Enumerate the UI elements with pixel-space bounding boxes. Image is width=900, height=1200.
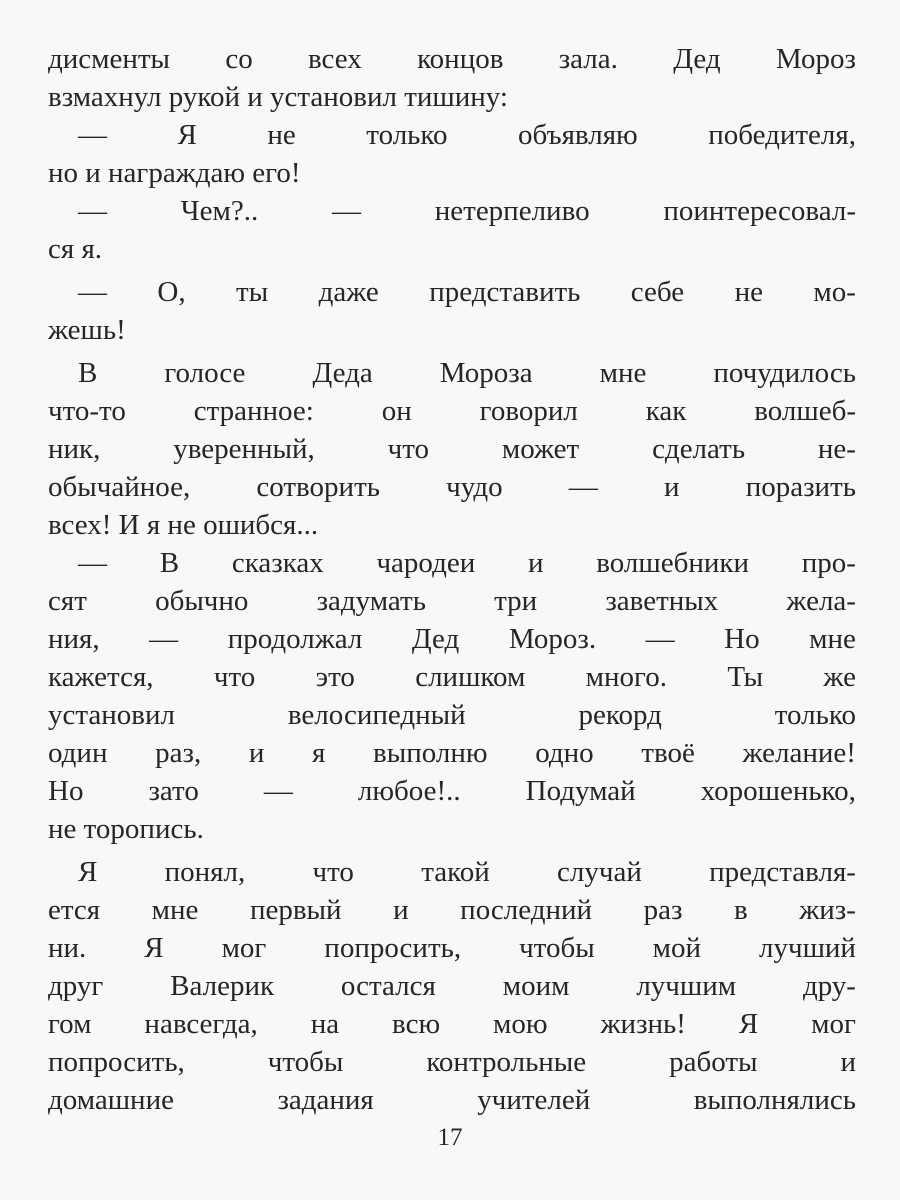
text-line [48,1005,856,1043]
text-line [48,468,856,506]
word: Я [144,932,164,964]
text-line: не торопись. [48,813,204,845]
word: сделать [652,433,746,465]
word: чудо [446,471,503,503]
word: рекорд [578,699,662,731]
word: мог [811,1008,856,1040]
text-line: но и награждаю его! [48,157,301,189]
word: же [823,661,856,693]
word: мою [493,1008,548,1040]
word: жела- [786,585,856,617]
word: понял, [164,856,246,888]
word: желание! [742,737,856,769]
word: раз, [155,737,202,769]
word: Ты [727,661,764,693]
word: Дед [411,623,460,655]
word: может [501,433,580,465]
word: концов [417,43,504,75]
word: Деда [312,357,373,389]
text-line [48,929,856,967]
word: представля- [709,856,856,888]
word: лучшим [636,970,737,1002]
word: и [248,737,265,769]
text-line [48,430,856,468]
text-line [48,582,856,620]
word: последний [460,894,593,926]
word: гом [48,1008,92,1040]
word: не [267,119,296,151]
word: дисменты [48,43,171,75]
word: домашние [48,1084,174,1116]
word: попросить, [48,1046,185,1078]
word: ни. [48,932,87,964]
word: обычайное, [48,471,191,503]
word: Я [78,856,98,888]
word: и [528,547,544,579]
word: уверенный, [173,433,315,465]
word: чтобы [519,932,595,964]
word: на [310,1008,340,1040]
word: три [494,585,538,617]
word: в [733,894,748,926]
text-line [48,853,856,891]
word: Я [177,119,197,151]
word: мог [221,932,267,964]
word: учителей [477,1084,591,1116]
word: задумать [316,585,426,617]
word: себе [630,276,685,308]
word: В [78,357,98,389]
word: представить [429,276,581,308]
word: он [381,395,412,427]
text-line: жешь! [48,314,126,346]
word: объявляю [518,119,638,151]
word: что [213,661,256,693]
text-line [48,273,856,311]
word: случай [557,856,642,888]
word: нетерпеливо [434,195,590,227]
text-line [48,354,856,392]
word: обычно [155,585,249,617]
word: — [149,623,179,655]
word: и [840,1046,856,1078]
word: победителя, [708,119,856,151]
word: друг [48,970,104,1002]
text-line [48,620,856,658]
word: голосе [164,357,246,389]
word: только [366,119,448,151]
word: раз [643,894,683,926]
word: одно [535,737,594,769]
word: установил [48,699,175,731]
word: ется [48,894,101,926]
text-line [48,772,856,810]
word: О, [157,276,186,308]
text-line [48,967,856,1005]
word: сят [48,585,87,617]
text-line [48,116,856,154]
word: велосипедный [287,699,466,731]
word: Валерик [170,970,275,1002]
word: навсегда, [144,1008,258,1040]
word: попросить, [324,932,462,964]
word: мой [652,932,702,964]
text-line: взмахнул рукой и установил тишину: [48,81,508,113]
word: говорил [479,395,578,427]
word: даже [318,276,379,308]
word: всю [392,1008,441,1040]
word: — [78,119,107,151]
text-line [48,544,856,582]
word: Но [48,775,84,807]
word: мо- [813,276,856,308]
word: и [393,894,409,926]
word: волшебники [596,547,749,579]
word: не- [817,433,856,465]
word: поразить [745,471,856,503]
word: дру- [802,970,856,1002]
word: моим [502,970,570,1002]
text-line [48,734,856,772]
word: странное: [193,395,314,427]
word: и [664,471,680,503]
word: В [159,547,180,579]
text-line [48,658,856,696]
text-line [48,891,856,929]
word: поинтересовал- [663,195,856,227]
word: мне [809,623,856,655]
word: жизнь! [600,1008,686,1040]
word: — [645,623,675,655]
word: — [78,276,107,308]
page-body-text [48,40,856,1119]
word: зато [148,775,199,807]
word: слишком [415,661,526,693]
word: не [734,276,763,308]
word: что [312,856,354,888]
text-line [48,392,856,430]
word: один [48,737,108,769]
word: чародеи [376,547,476,579]
word: остался [340,970,436,1002]
text-line: ся я. [48,233,103,265]
word: это [315,661,355,693]
word: выполню [373,737,488,769]
word: Подумай [525,775,636,807]
text-line [48,192,856,230]
word: твоё [641,737,695,769]
word: работы [669,1046,758,1078]
word: Я [738,1008,759,1040]
text-line: всех! И я не ошибся... [48,509,319,541]
word: как [645,395,687,427]
word: контрольные [426,1046,587,1078]
text-line [48,1081,856,1119]
word: сотворить [256,471,380,503]
word: первый [249,894,342,926]
word: сказках [231,547,324,579]
word: Мороз. [508,623,597,655]
word: мне [151,894,199,926]
word: кажется, [48,661,154,693]
page-number: 17 [437,1124,463,1151]
word: зала. [558,43,618,75]
word: заветных [605,585,719,617]
word: Мороза [439,357,533,389]
word: только [774,699,856,731]
word: Но [724,623,760,655]
word: выполнялись [693,1084,856,1116]
word: со [225,43,253,75]
word: ник, [48,433,101,465]
word: ния, [48,623,100,655]
word: — [568,471,598,503]
word: волшеб- [754,395,856,427]
word: продолжал [227,623,363,655]
word: всех [308,43,362,75]
word: — [263,775,293,807]
word: что [387,433,430,465]
word: что-то [48,395,126,427]
word: любое!.. [357,775,461,807]
word: мне [599,357,647,389]
word: Дед [673,43,721,75]
word: жиз- [799,894,856,926]
word: почудилось [713,357,856,389]
word: хорошенько, [700,775,856,807]
word: задания [277,1084,374,1116]
word: Чем?.. [180,195,259,227]
word: ты [236,276,269,308]
word: — [78,547,107,579]
word: много. [585,661,667,693]
word: про- [801,547,856,579]
text-line [48,696,856,734]
word: — [78,195,107,227]
word: такой [421,856,490,888]
word: чтобы [267,1046,344,1078]
text-line [48,40,856,78]
text-line [48,1043,856,1081]
word: Мороз [775,43,856,75]
word: — [331,195,361,227]
word: лучший [759,932,856,964]
word: я [312,737,326,769]
